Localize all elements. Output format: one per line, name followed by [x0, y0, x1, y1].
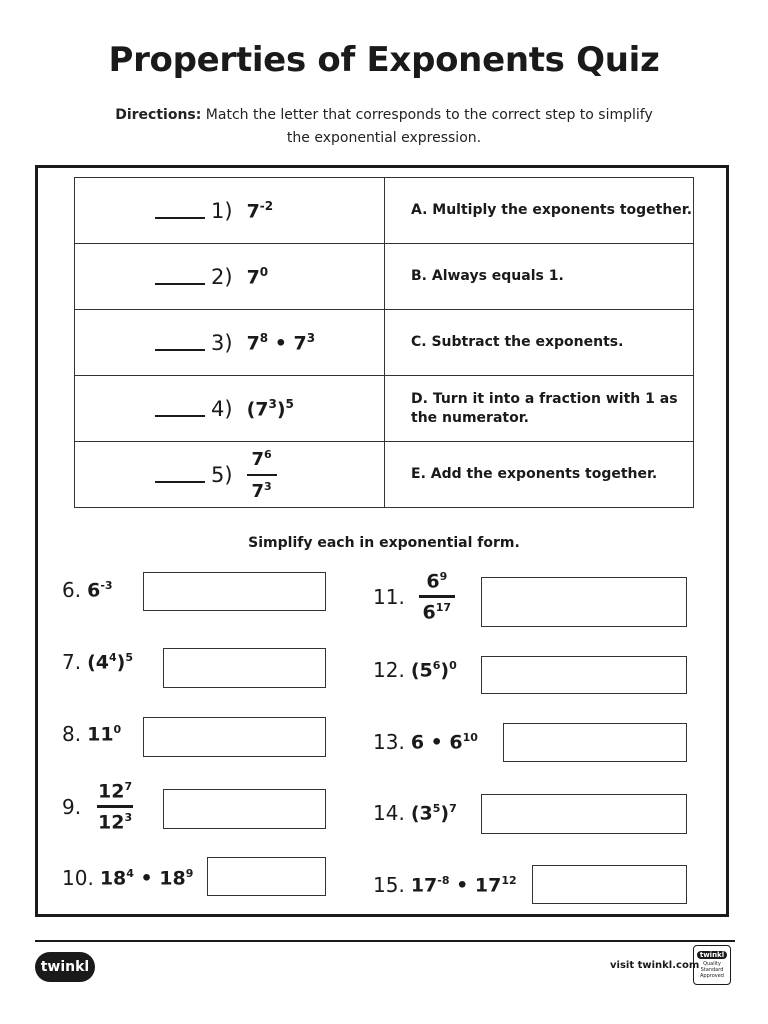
answer-box-12[interactable]: [481, 656, 687, 694]
problem-10: 10. $18^4$ • $18^9$: [62, 866, 194, 890]
answer-box-7[interactable]: [163, 648, 326, 688]
problem-7: 7. $(4^4)^5$: [62, 650, 133, 674]
question-number: 3): [211, 330, 233, 355]
matching-table: [74, 177, 694, 508]
matching-row: [75, 310, 694, 376]
footer-divider: [35, 940, 735, 942]
answer-box-11[interactable]: [481, 577, 687, 627]
question-number: 2): [211, 264, 233, 289]
answer-box-10[interactable]: [207, 857, 326, 896]
answer-blank[interactable]: [155, 335, 205, 351]
simplify-heading: Simplify each in exponential form.: [248, 535, 520, 551]
twinkl-logo[interactable]: twinkl: [35, 952, 95, 982]
answer-blank[interactable]: [155, 269, 205, 285]
matching-answer: C. Subtract the exponents.: [385, 310, 694, 376]
matching-question: [75, 244, 385, 310]
answer-box-14[interactable]: [481, 794, 687, 834]
problem-11: 11. $6^9$ $6^{17}$: [373, 570, 455, 624]
matching-row: [75, 376, 694, 442]
answer-box-13[interactable]: [503, 723, 687, 762]
question-number: 1): [211, 198, 233, 223]
question-expression: $(7^3)^5$: [246, 396, 294, 421]
quality-badge-icon: twinkl Quality Standard Approved: [693, 945, 731, 985]
answer-box-8[interactable]: [143, 717, 326, 757]
matching-answer: E. Add the exponents together.: [385, 442, 694, 508]
problem-12: 12. $(5^6)^0$: [373, 658, 457, 682]
matching-question: [75, 376, 385, 442]
directions: [104, 104, 664, 150]
problem-13: 13. 6 • $6^{10}$: [373, 730, 478, 754]
matching-answer: B. Always equals 1.: [385, 244, 694, 310]
problem-6: 6. $6^{-3}$: [62, 578, 113, 602]
matching-question: [75, 310, 385, 376]
matching-question: [75, 178, 385, 244]
answer-blank[interactable]: [155, 401, 205, 417]
question-expression: $7^8$ • $7^3$: [246, 330, 316, 355]
answer-box-9[interactable]: [163, 789, 326, 829]
problem-14: 14. $(3^5)^7$: [373, 801, 457, 825]
question-number: 5): [211, 462, 233, 487]
directions-text: Match the letter that corresponds to the correct step to simplify the exponential expression.: [201, 107, 653, 146]
matching-row: [75, 178, 694, 244]
visit-link[interactable]: visit twinkl.com: [610, 960, 700, 971]
directions-label: Directions:: [115, 107, 202, 123]
question-fraction: $\frac{7^6}{7^3}$: [247, 448, 277, 502]
question-expression: $7^{-2}$: [246, 198, 274, 223]
page-title: Properties of Exponents Quiz: [108, 40, 660, 80]
matching-question: [75, 442, 385, 508]
question-number: 4): [211, 396, 233, 421]
problem-8: 8. $11^0$: [62, 722, 122, 746]
question-expression: $7^0$: [246, 264, 269, 289]
answer-box-6[interactable]: [143, 572, 326, 611]
answer-box-15[interactable]: [532, 865, 687, 904]
matching-row: [75, 244, 694, 310]
answer-blank[interactable]: [155, 467, 205, 483]
matching-row: [75, 442, 694, 508]
matching-answer: A. Multiply the exponents together.: [385, 178, 694, 244]
problem-15: 15. $17^{-8}$ • $17^{12}$: [373, 873, 517, 897]
problem-9: 9. $12^7$ $12^3$: [62, 780, 133, 834]
answer-blank[interactable]: [155, 203, 205, 219]
matching-answer: D. Turn it into a fraction with 1 as the numerator.: [385, 376, 694, 442]
